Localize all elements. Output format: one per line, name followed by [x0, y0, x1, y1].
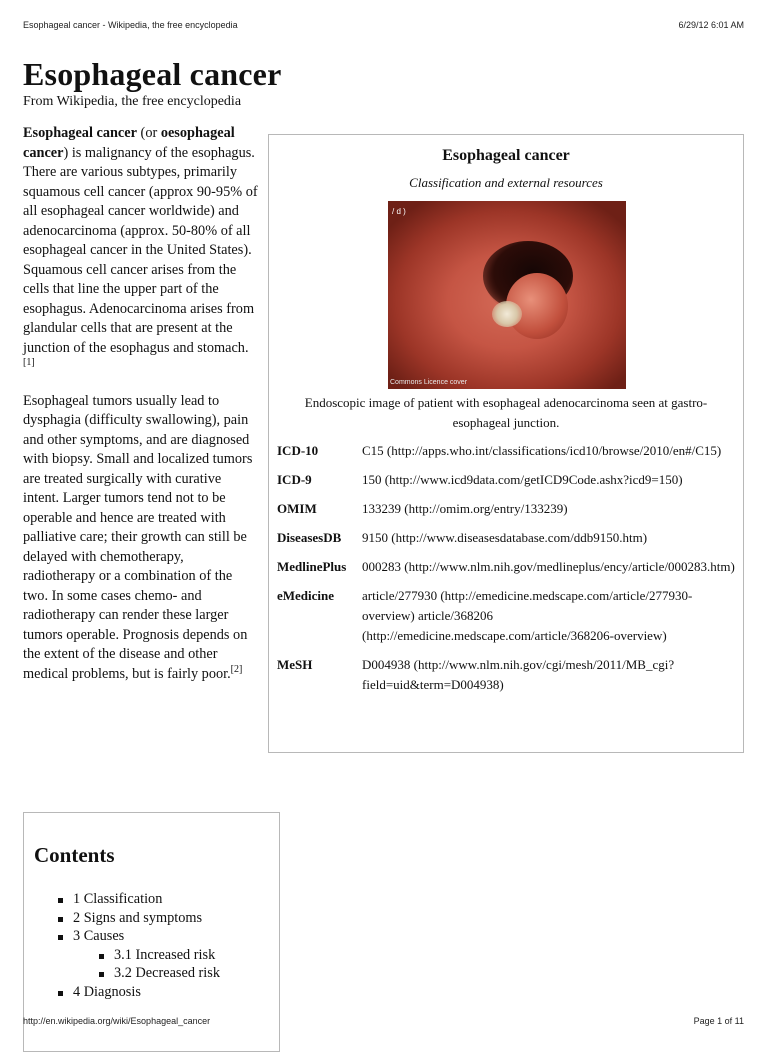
page-title: Esophageal cancer — [23, 56, 282, 92]
toc-item-label[interactable]: 3.1 Increased risk — [114, 946, 216, 963]
infobox-row-label: DiseasesDB — [277, 530, 342, 545]
infobox-row-value[interactable]: C15 (http://apps.who.int/classifications/icd10/browse/2010/en#/C15) — [362, 443, 722, 458]
infobox-row-value[interactable]: 150 (http://www.icd9data.com/getICD9Code.ashx?icd9=150) — [362, 472, 683, 487]
infobox-row-value[interactable]: D004938 (http://www.nlm.nih.gov/cgi/mesh/2011/MB_cgi?field=uid&term=D004938) — [362, 657, 675, 692]
toc-title: Contents — [34, 843, 115, 867]
infobox-subtitle: Classification and external resources — [409, 175, 603, 190]
print-page-number: Page 1 of 11 — [693, 1016, 744, 1026]
toc-item-label[interactable]: 2 Signs and symptoms — [73, 909, 203, 926]
infobox-row-emedicine — [277, 586, 737, 646]
toc-sublist — [98, 946, 220, 983]
toc-item[interactable] — [57, 890, 220, 909]
reference-link[interactable]: [1] — [23, 357, 35, 368]
infobox-row-icd10 — [277, 441, 737, 461]
toc-item-label[interactable]: 1 Classification — [73, 891, 163, 907]
toc-subitem[interactable] — [98, 964, 220, 983]
infobox-rows — [277, 441, 737, 704]
infobox-row-diseasesdb — [277, 528, 737, 548]
toc-item-label[interactable]: 3 Causes — [73, 928, 125, 945]
article-body — [23, 124, 259, 698]
infobox-row-value[interactable]: 9150 (http://www.diseasesdatabase.com/ddb9150.htm) — [362, 530, 648, 545]
infobox-row-label: MedlinePlus — [277, 559, 347, 574]
print-header — [23, 20, 744, 34]
infobox-row-icd9 — [277, 470, 737, 490]
toc-item-label[interactable]: 4 Diagnosis — [73, 983, 141, 1000]
toc-item[interactable] — [57, 909, 220, 928]
infobox-row-label: eMedicine — [277, 588, 335, 603]
infobox-row-label: ICD-9 — [277, 472, 312, 487]
paragraph-text: Esophageal tumors usually lead to dysphagia (difficulty swallowing), pain and other symptoms, and are diagnosed with biopsy. Small and localized tumors are treated surgically with curative intent. Larger tumors tend not to be operable and hence are treated with palliative care; their growth can still be delayed with chemotherapy, radiotherapy or a combination of the two. In some cases chemo- and radiotherapy can render these larger tumors operable. Prognosis depends on the extent of the disease and other medical problems, but is fairly poor. — [23, 392, 253, 682]
infobox-row-value[interactable]: 000283 (http://www.nlm.nih.gov/medlineplus/ency/article/000283.htm) — [362, 559, 735, 574]
print-datetime: 6/29/12 6:01 AM — [678, 20, 744, 30]
infobox — [268, 134, 744, 753]
paragraph-text: ) is malignancy of the esophagus. There are various subtypes, primarily squamous cell cancer (approx 90-95% of all esophageal cancer worldwide) and adenocarcinoma (approx. 50-80% of all esophageal cancer in the United States). Squamous cell cancer arises from the cells that line the upper part of the esophagus. Adenocarcinoma arises from glandular cells that are present at the junction of the esophagus and stomach. — [23, 144, 258, 356]
infobox-row-mesh — [277, 655, 737, 695]
toc-subitem[interactable] — [98, 946, 220, 965]
paragraph-text: (or — [136, 125, 161, 141]
infobox-row-label: MeSH — [277, 657, 313, 672]
image-corner-tag: / d ) — [392, 207, 406, 216]
infobox-row-value[interactable]: 133239 (http://omim.org/entry/133239) — [362, 501, 568, 516]
reference-link[interactable]: [2] — [230, 663, 243, 675]
toc-item[interactable] — [57, 927, 220, 983]
bold-term: oesophageal cancer — [23, 125, 235, 161]
image-credit: Commons Licence cover — [390, 379, 468, 386]
infobox-row-label: OMIM — [277, 501, 317, 516]
print-url: http://en.wikipedia.org/wiki/Esophageal_cancer — [23, 1016, 211, 1026]
bold-term: Esophageal cancer — [23, 125, 137, 141]
infobox-title: Esophageal cancer — [442, 147, 570, 164]
toc-item-label[interactable]: 3.2 Decreased risk — [114, 965, 220, 982]
page-subtitle: From Wikipedia, the free encyclopedia — [23, 94, 242, 109]
intro-paragraph — [23, 124, 259, 378]
infobox-row-value[interactable]: article/277930 (http://emedicine.medscape.com/article/277930-overview) article/368206 (http://emedicine.medscape.com/article/368206-overview) — [362, 588, 693, 643]
summary-paragraph — [23, 392, 259, 685]
infobox-row-omim — [277, 499, 737, 519]
toc-item[interactable] — [57, 983, 220, 1002]
image-slough — [492, 301, 522, 327]
infobox-row-medlineplus — [277, 557, 737, 577]
print-page-title: Esophageal cancer - Wikipedia, the free encyclopedia — [23, 20, 238, 30]
infobox-row-label: ICD-10 — [277, 443, 319, 458]
print-footer — [23, 1016, 744, 1028]
image-caption: Endoscopic image of patient with esophageal adenocarcinoma seen at gastro-esophageal junction. — [304, 395, 708, 430]
toc-list — [57, 890, 220, 1002]
endoscopic-image[interactable] — [388, 201, 626, 389]
